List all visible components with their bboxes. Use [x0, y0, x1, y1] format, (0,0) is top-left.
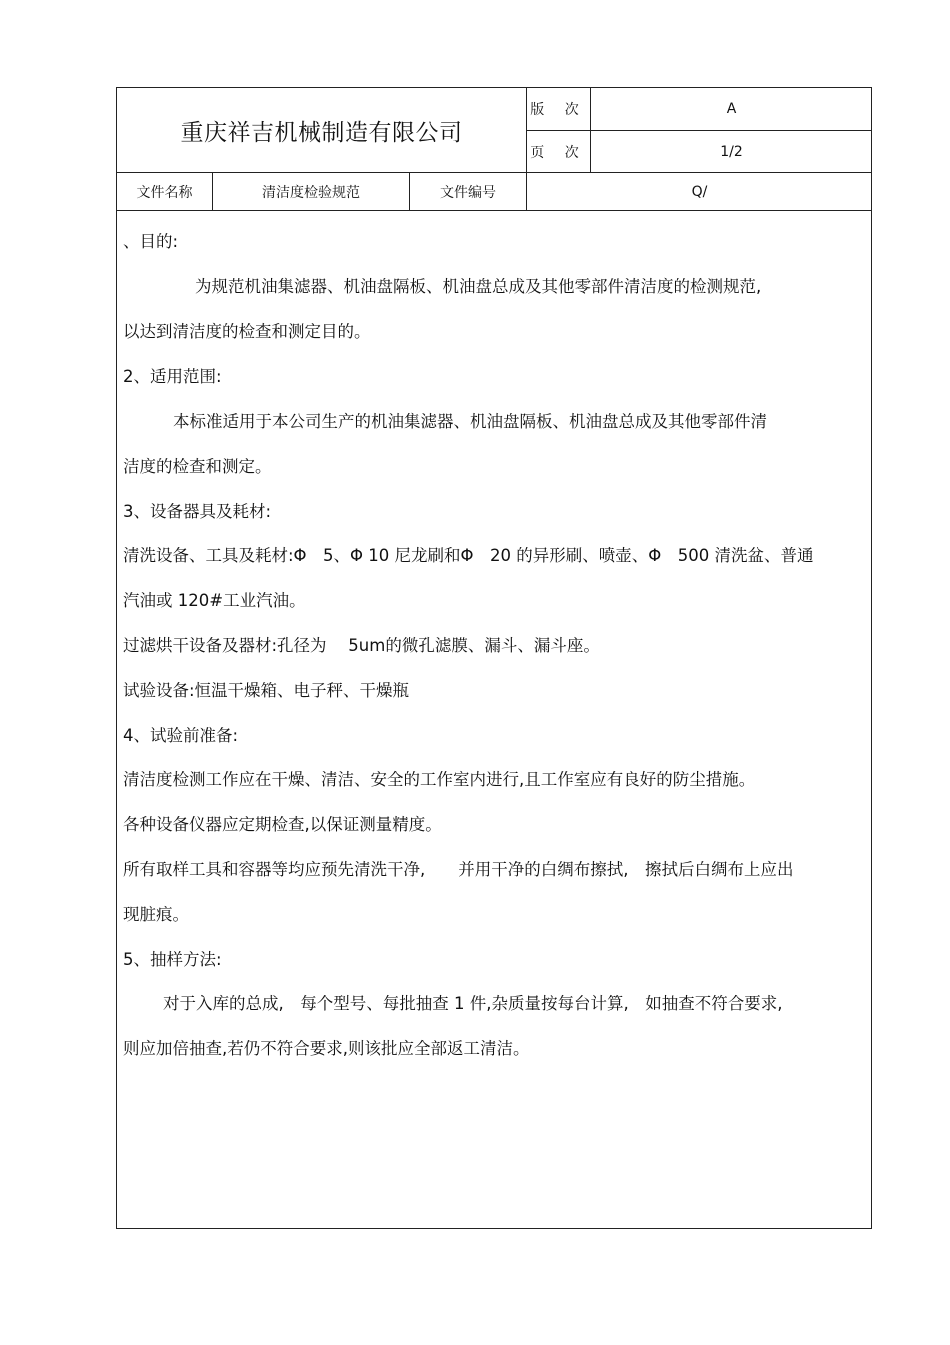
paragraph-line: 汽油或 120#工业汽油。: [123, 591, 306, 610]
paragraph-line: 洁度的检查和测定。: [123, 457, 272, 476]
paragraph-line: 试验设备:恒温干燥箱、电子秤、干燥瓶: [123, 681, 410, 700]
divider: [117, 210, 872, 211]
company-name: 重庆祥吉机械制造有限公司: [180, 119, 463, 146]
paragraph-line: 现脏痕。: [123, 905, 189, 924]
section-heading: 5、抽样方法:: [123, 950, 222, 969]
section-heading: 、目的:: [123, 232, 179, 251]
paragraph-line: 则应加倍抽查,若仍不符合要求,则该批应全部返工清洁。: [123, 1039, 530, 1058]
paragraph-line: 本标准适用于本公司生产的机油集滤器、机油盘隔板、机油盘总成及其他零部件清: [173, 412, 767, 431]
section-heading: 4、试验前准备:: [123, 726, 239, 745]
paragraph-line: 清洗设备、工具及耗材:Φ 5、Φ 10 尼龙刷和Φ 20 的异形刷、喷壶、Φ 500 清洗盆、普通: [123, 546, 814, 565]
version-value: A: [726, 101, 737, 117]
paragraph-line: 各种设备仪器应定期检查,以保证测量精度。: [123, 815, 442, 834]
paragraph-line: 为规范机油集滤器、机油盘隔板、机油盘总成及其他零部件清洁度的检测规范,: [195, 277, 762, 296]
doc-name-value: 清洁度检验规范: [262, 184, 360, 201]
page-label: 页 次: [530, 144, 587, 161]
doc-no-label: 文件编号: [440, 184, 496, 201]
section-heading: 3、设备器具及耗材:: [123, 502, 272, 521]
version-label: 版 次: [530, 102, 587, 118]
document-sheet: [116, 87, 872, 1229]
paragraph-line: 所有取样工具和容器等均应预先清洗干净, 并用干净的白绸布擦拭, 擦拭后白绸布上应出: [123, 860, 794, 879]
paragraph-line: 对于入库的总成, 每个型号、每批抽查 1 件,杂质量按每台计算, 如抽查不符合要求,: [163, 994, 783, 1013]
section-heading: 2、适用范围:: [123, 367, 222, 386]
paragraph-line: 清洁度检测工作应在干燥、清洁、安全的工作室内进行,且工作室应有良好的防尘措施。: [123, 770, 756, 789]
doc-name-label: 文件名称: [136, 184, 193, 201]
doc-no-value: Q/: [691, 183, 708, 200]
paragraph-line: 过滤烘干设备及器材:孔径为 5um的微孔滤膜、漏斗、漏斗座。: [123, 636, 600, 655]
paragraph-line: 以达到清洁度的检查和测定目的。: [123, 322, 371, 341]
page-value: 1/2: [720, 143, 743, 160]
